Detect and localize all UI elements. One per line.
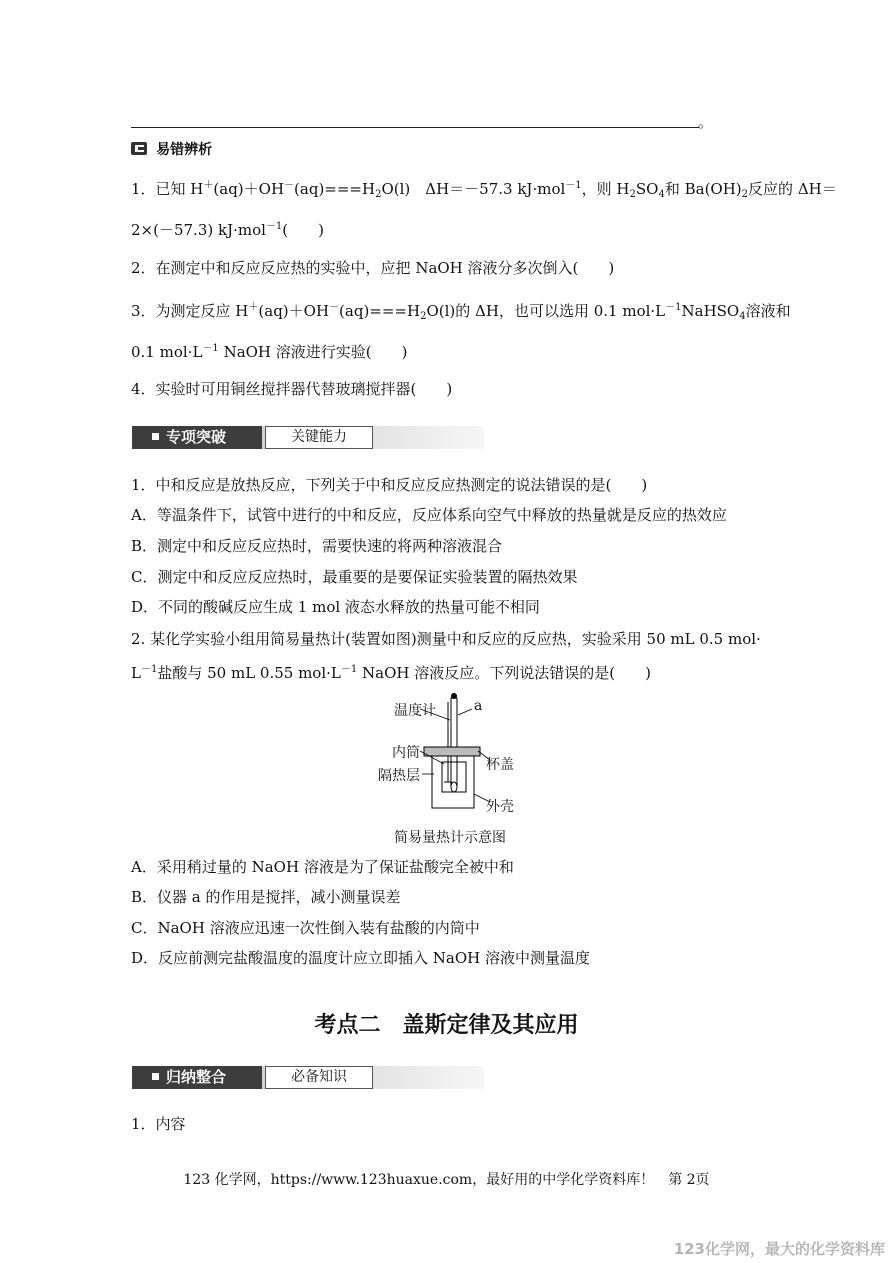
section-bar-special-breakthrough bbox=[132, 426, 484, 449]
section-bar-box: 关键能力 bbox=[265, 426, 373, 449]
practice-q2-option-d: D．反应前测完盐酸温度的温度计应立即插入 NaOH 溶液中测量温度 bbox=[131, 949, 591, 967]
practice-q1-option-d: D．不同的酸碱反应生成 1 mol 液态水释放的热量可能不相同 bbox=[131, 598, 540, 616]
easy-error-header bbox=[131, 139, 212, 159]
label-a: a bbox=[474, 698, 483, 714]
stirrer-top bbox=[451, 693, 457, 699]
diagram-caption: 简易量热计示意图 bbox=[394, 830, 506, 846]
label-inner-cup: 内筒 bbox=[392, 745, 420, 761]
section-bar-dark: 归纳整合 bbox=[132, 1066, 262, 1089]
top-end-mark: 。 bbox=[698, 113, 714, 131]
calorimeter-diagram bbox=[372, 690, 532, 850]
easy-error-title: 易错辨析 bbox=[156, 142, 213, 158]
easy-error-q3-line1: 3．为测定反应 $H^+(aq)+OH^-(aq)===H_2O(l)$的 ΔH，也可以选用 0.1 $mol\cdot L^{-1}NaHSO_4$溶液和 bbox=[131, 302, 791, 322]
easy-error-q4: 4．实验时可用铜丝搅拌器代替玻璃搅拌器( ) bbox=[131, 380, 453, 398]
easy-error-icon bbox=[131, 142, 147, 155]
topic-heading: 考点二 盖斯定律及其应用 bbox=[314, 1012, 579, 1038]
label-shell: 外壳 bbox=[486, 799, 514, 815]
square-bullet-icon bbox=[152, 1073, 159, 1080]
label-thermometer: 温度计 bbox=[394, 703, 436, 719]
section-bar-dark: 专项突破 bbox=[132, 426, 262, 449]
label-lid: 杯盖 bbox=[486, 757, 514, 773]
page-footer: 123 化学网，https://www.123huaxue.com，最好用的中学化学资料库！ 第 2页 bbox=[183, 1172, 710, 1188]
practice-q1-option-c: C．测定中和反应反应热时，最重要的是要保证实验装置的隔热效果 bbox=[131, 568, 578, 586]
practice-q1-option-b: B．测定中和反应反应热时，需要快速的将两种溶液混合 bbox=[131, 537, 503, 555]
thermometer-bulb bbox=[451, 782, 457, 792]
practice-q2-option-a: A．采用稍过量的 NaOH 溶液是为了保证盐酸完全被中和 bbox=[131, 858, 514, 876]
easy-error-q2: 2．在测定中和反应反应热的实验中，应把 NaOH 溶液分多次倒入( ) bbox=[131, 259, 615, 277]
top-answer-line bbox=[131, 127, 699, 128]
square-bullet-icon bbox=[152, 433, 159, 440]
practice-q2-option-c: C．NaOH 溶液应迅速一次性倒入装有盐酸的内筒中 bbox=[131, 919, 480, 937]
practice-q1-option-a: A．等温条件下，试管中进行的中和反应，反应体系向空气中释放的热量就是反应的热效应 bbox=[131, 506, 727, 524]
label-insulation: 隔热层 bbox=[378, 768, 420, 784]
practice-q1-stem: 1．中和反应是放热反应，下列关于中和反应反应热测定的说法错误的是( ) bbox=[131, 476, 648, 494]
lid-shape bbox=[424, 747, 480, 756]
easy-error-q3-line2: 0.1 $mol\cdot L^{-1}$ NaOH 溶液进行实验( ) bbox=[131, 343, 408, 361]
section-bar-summary bbox=[132, 1066, 484, 1089]
practice-q2-option-b: B．仪器 a 的作用是搅拌，减小测量误差 bbox=[131, 888, 401, 906]
practice-q2-line2: $L^{-1}$盐酸与 50 mL 0.55 $mol\cdot L^{-1}$ NaOH 溶液反应。下列说法错误的是( ) bbox=[131, 664, 651, 682]
watermark: 123化学网，最大的化学资料库 bbox=[673, 1240, 885, 1258]
practice-q2-line1: 2. 某化学实验小组用简易量热计(装置如图)测量中和反应的反应热，实验采用 50 mL 0.5 mol· bbox=[131, 630, 761, 648]
section-bar-box: 必备知识 bbox=[265, 1066, 373, 1089]
content-item-1: 1．内容 bbox=[131, 1115, 186, 1133]
thermometer-shape bbox=[451, 698, 457, 786]
easy-error-q1-line2: 2×(－57.3) kJ·mol$^{-1}$( ) bbox=[131, 221, 324, 239]
easy-error-q1-line1: 1．已知 $H^+(aq)+OH^-(aq)===H_2O(l)$ ΔH＝－57.3 kJ·mol$^{-1}$，则 $H_2SO_4$和 $Ba(OH)_2$反应的 ΔH＝ bbox=[131, 180, 837, 200]
